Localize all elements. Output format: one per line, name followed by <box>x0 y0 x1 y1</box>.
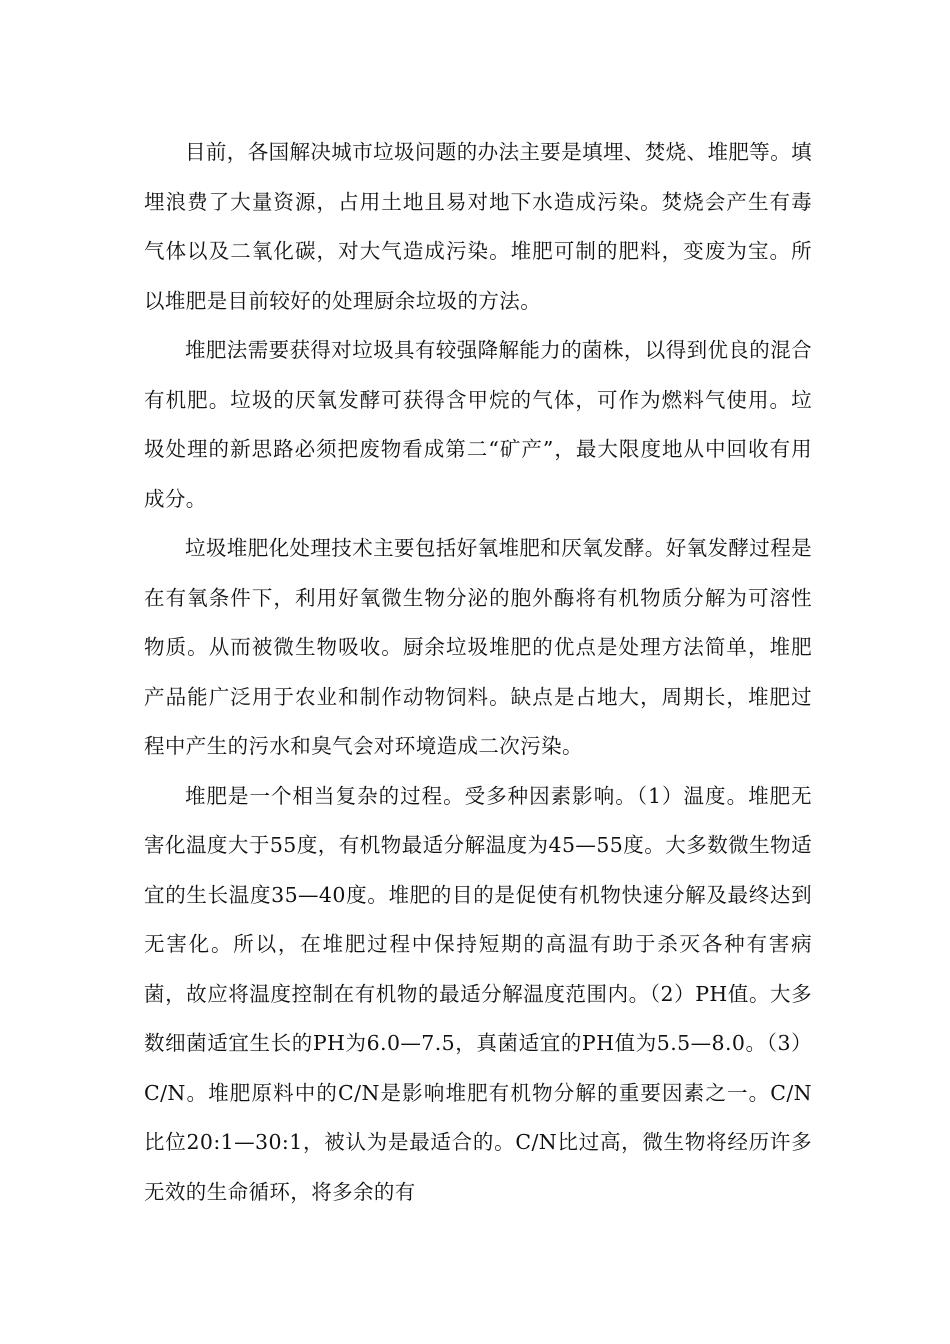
paragraph-4: 堆肥是一个相当复杂的过程。受多种因素影响。（1）温度。堆肥无害化温度大于55度，有机物最适分解温度为45—55度。大多数微生物适宜的生长温度35—40度。堆肥的目的是促使有机物快速分解及最终达到无害化。所以，在堆肥过程中保持短期的高温有助于杀灭各种有害病菌，故应将温度控制在有机物的最适分解温度范围内。（2）PH值。大多数细菌适宜生长的PH为6.0—7.5，真菌适宜的PH值为5.5—8.0。（3）C/N。堆肥原料中的C/N是影响堆肥有机物分解的重要因素之一。C/N比位20:1—30:1，被认为是最适合的。C/N比过高，微生物将经历许多无效的生命循环，将多余的有 <box>144 783 812 1204</box>
document-body <box>144 128 812 1217</box>
paragraph-1: 目前，各国解决城市垃圾问题的办法主要是填埋、焚烧、堆肥等。填埋浪费了大量资源，占用土地且易对地下水造成污染。焚烧会产生有毒气体以及二氧化碳，对大气造成污染。堆肥可制的肥料，变废为宝。所以堆肥是目前较好的处理厨余垃圾的方法。 <box>144 140 812 313</box>
paragraph-2: 堆肥法需要获得对垃圾具有较强降解能力的菌株，以得到优良的混合有机肥。垃圾的厌氧发酵可获得含甲烷的气体，可作为燃料气使用。垃圾处理的新思路必须把废物看成第二“矿产”，最大限度地从中回收有用成分。 <box>144 338 812 511</box>
paragraph-3: 垃圾堆肥化处理技术主要包括好氧堆肥和厌氧发酵。好氧发酵过程是在有氧条件下，利用好氧微生物分泌的胞外酶将有机物质分解为可溶性物质。从而被微生物吸收。厨余垃圾堆肥的优点是处理方法简单，堆肥产品能广泛用于农业和制作动物饲料。缺点是占地大，周期长，堆肥过程中产生的污水和臭气会对环境造成二次污染。 <box>144 536 812 758</box>
